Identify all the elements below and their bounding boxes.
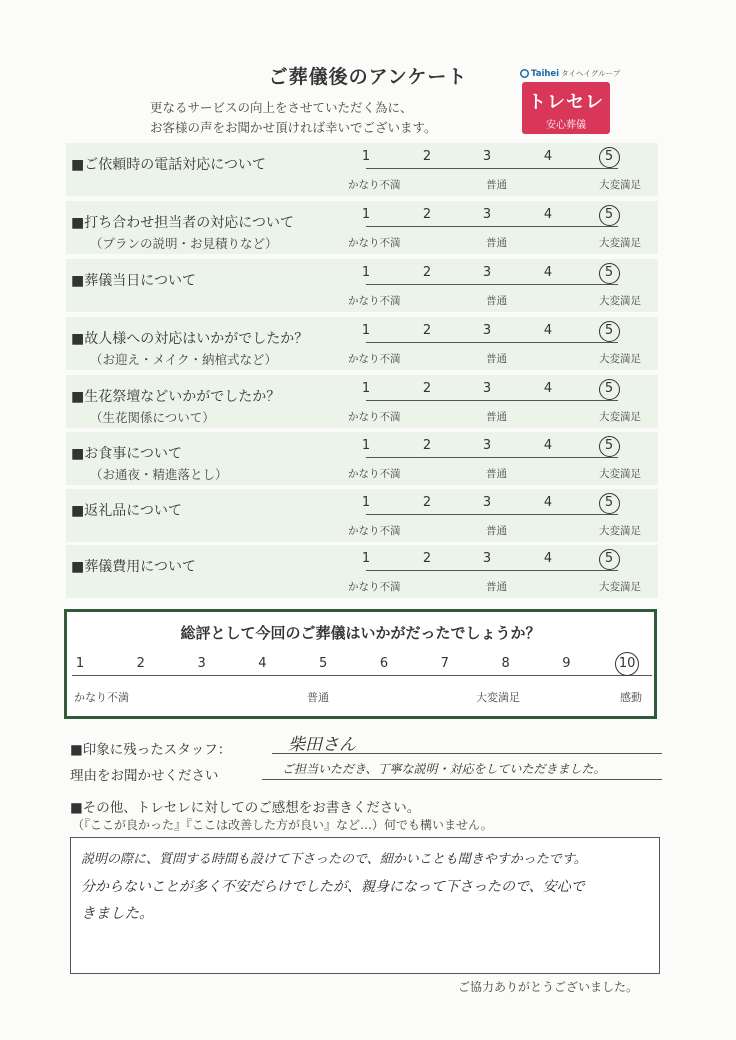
scale-number[interactable]: 3: [482, 323, 492, 338]
overall-selected-circle: [615, 652, 639, 676]
overall-scale-number[interactable]: 4: [258, 656, 267, 671]
scale-number[interactable]: 2: [422, 495, 432, 510]
selected-rating-circle: [599, 493, 620, 514]
other-hint: （『ここが良かった』『ここは改善した方が良い』など…）何でも構いません。: [72, 818, 493, 832]
scale-number[interactable]: 1: [361, 495, 371, 510]
question-title: ■ご依頼時の電話対応について: [71, 157, 266, 173]
scale-label-low: かなり不満: [348, 237, 401, 249]
other-label: ■その他、トレセレに対してのご感想をお書きください。: [70, 800, 421, 816]
scale-number[interactable]: 2: [422, 149, 432, 164]
scale-label-low: かなり不満: [348, 295, 401, 307]
selected-rating-circle: [599, 321, 620, 342]
scale-number[interactable]: 1: [361, 438, 371, 453]
question-subtitle: （生花関係について）: [90, 410, 215, 425]
overall-scale-label: 感動: [620, 691, 642, 704]
scale-number[interactable]: 3: [482, 265, 492, 280]
reason-label: 理由をお聞かせください: [70, 768, 219, 784]
scale-label-low: かなり不満: [348, 581, 401, 593]
selected-rating-circle: [599, 379, 620, 400]
scale-number[interactable]: 4: [543, 551, 553, 566]
scale-label-mid: 普通: [486, 237, 507, 249]
scale-number[interactable]: 4: [543, 207, 553, 222]
question-band: [66, 201, 658, 254]
reason-underline: [262, 779, 662, 780]
scale-number[interactable]: 2: [422, 381, 432, 396]
comment-line-1: 説明の際に、質問する時間も設けて下さったので、細かいことも聞きやすかったです。: [81, 852, 587, 867]
thanks-note: ご協力ありがとうございました。: [458, 980, 639, 994]
scale-line: [366, 226, 618, 227]
subtitle-line-2: お客様の声をお聞かせ頂ければ幸いでございます。: [150, 120, 437, 135]
scale-number[interactable]: 2: [422, 551, 432, 566]
brand-tagline: 安心葬儀: [546, 120, 586, 131]
selected-rating-circle: [599, 549, 620, 570]
scale-number[interactable]: 1: [361, 149, 371, 164]
overall-scale-number[interactable]: 3: [197, 656, 206, 671]
question-title: ■返礼品について: [71, 503, 182, 519]
question-title: ■故人様への対応はいかがでしたか？: [71, 331, 309, 347]
scale-label-high: 大変満足: [599, 525, 641, 537]
scale-number[interactable]: 4: [543, 323, 553, 338]
group-name: タイヘイグループ: [561, 69, 621, 78]
question-band: [66, 545, 658, 598]
scale-label-mid: 普通: [486, 179, 507, 191]
group-label: [520, 68, 632, 79]
overall-scale-number[interactable]: 7: [440, 656, 449, 671]
scale-number[interactable]: 5: [604, 495, 614, 510]
overall-scale-number[interactable]: 1: [75, 656, 85, 671]
scale-label-mid: 普通: [486, 411, 507, 423]
scale-number[interactable]: 3: [482, 495, 492, 510]
question-title: ■生花祭壇などいかがでしたか？: [71, 389, 281, 405]
scale-number[interactable]: 4: [543, 149, 553, 164]
scale-number[interactable]: 2: [422, 207, 432, 222]
scale-label-high: 大変満足: [599, 295, 641, 307]
scale-line: [366, 514, 618, 515]
scale-label-mid: 普通: [486, 468, 507, 480]
scale-label-mid: 普通: [486, 525, 507, 537]
question-title: ■お食事について: [71, 446, 182, 462]
scale-number[interactable]: 5: [604, 438, 614, 453]
overall-scale-number[interactable]: 2: [136, 656, 145, 671]
brand-badge: [522, 82, 610, 134]
scale-label-mid: 普通: [486, 581, 507, 593]
reason-answer[interactable]: ご担当いただき、丁寧な説明・対応をしていただきました。: [282, 762, 606, 776]
question-subtitle: （お通夜・精進落とし）: [90, 467, 228, 482]
question-band: [66, 432, 658, 485]
question-title: ■葬儀費用について: [71, 559, 196, 575]
staff-label: ■印象に残ったスタッフ：: [70, 742, 232, 758]
scale-number[interactable]: 4: [543, 381, 553, 396]
scale-label-high: 大変満足: [599, 468, 641, 480]
scale-number[interactable]: 3: [482, 438, 492, 453]
scale-label-low: かなり不満: [348, 525, 401, 537]
scale-label-low: かなり不満: [348, 353, 401, 365]
question-title: ■葬儀当日について: [71, 273, 196, 289]
scale-line: [366, 570, 618, 571]
question-subtitle: （お迎え・メイク・納棺式など）: [90, 352, 278, 367]
selected-rating-circle: [599, 263, 620, 284]
scale-number[interactable]: 2: [422, 265, 432, 280]
comment-line-3: きました。: [81, 906, 154, 922]
scale-label-high: 大変満足: [599, 179, 641, 191]
scale-label-high: 大変満足: [599, 581, 641, 593]
scale-number[interactable]: 1: [361, 207, 371, 222]
scale-line: [366, 284, 618, 285]
scale-number[interactable]: 4: [543, 495, 553, 510]
question-band: [66, 489, 658, 542]
scale-number[interactable]: 4: [543, 438, 553, 453]
question-band: [66, 143, 658, 196]
scale-number[interactable]: 4: [543, 265, 553, 280]
scale-number[interactable]: 2: [422, 323, 432, 338]
scale-number[interactable]: 1: [361, 551, 371, 566]
scale-number[interactable]: 3: [482, 551, 492, 566]
scale-number[interactable]: 1: [361, 381, 371, 396]
scale-label-mid: 普通: [486, 295, 507, 307]
brand-name: トレセレ: [528, 92, 604, 113]
selected-rating-circle: [599, 147, 620, 168]
scale-line: [366, 457, 618, 458]
question-subtitle: （プランの説明・お見積りなど）: [90, 236, 278, 251]
question-title: ■打ち合わせ担当者の対応について: [71, 215, 294, 231]
scale-number[interactable]: 5: [604, 265, 614, 280]
scale-number[interactable]: 5: [604, 551, 614, 566]
scale-label-low: かなり不満: [348, 411, 401, 423]
group-mark: Taihei: [531, 68, 560, 79]
overall-scale-number[interactable]: 10: [618, 656, 636, 671]
staff-underline: [272, 753, 662, 754]
scale-number[interactable]: 5: [604, 149, 614, 164]
scale-number[interactable]: 2: [422, 438, 432, 453]
page-title: ご葬儀後のアンケート: [268, 66, 468, 88]
overall-scale-line: [72, 675, 652, 676]
scale-label-high: 大変満足: [599, 237, 641, 249]
overall-title: 総評として今回のご葬儀はいかがだったでしょうか？: [180, 624, 541, 642]
scale-label-high: 大変満足: [599, 411, 641, 423]
brand-logo: [520, 68, 632, 134]
subtitle: [150, 98, 437, 138]
scale-number[interactable]: 3: [482, 381, 492, 396]
selected-rating-circle: [599, 436, 620, 457]
scale-number[interactable]: 5: [604, 381, 614, 396]
scale-line: [366, 168, 618, 169]
scale-number[interactable]: 5: [604, 207, 614, 222]
overall-scale-number[interactable]: 6: [379, 656, 389, 671]
staff-answer[interactable]: 柴田さん: [288, 735, 356, 755]
scale-line: [366, 342, 618, 343]
comment-box[interactable]: [70, 837, 660, 974]
overall-scale-number[interactable]: 5: [319, 656, 328, 671]
scale-number[interactable]: 1: [361, 265, 371, 280]
taihei-mark-icon: [520, 69, 529, 78]
question-band: [66, 259, 658, 312]
scale-number[interactable]: 3: [482, 207, 492, 222]
scale-number[interactable]: 3: [482, 149, 492, 164]
overall-scale-label: かなり不満: [74, 691, 129, 704]
scale-number[interactable]: 1: [361, 323, 371, 338]
scale-label-low: かなり不満: [348, 468, 401, 480]
question-band: [66, 375, 658, 428]
scale-line: [366, 400, 618, 401]
overall-scale-number[interactable]: 9: [562, 656, 571, 671]
overall-scale-label: 大変満足: [476, 691, 520, 704]
scale-label-high: 大変満足: [599, 353, 641, 365]
selected-rating-circle: [599, 205, 620, 226]
overall-scale-label: 普通: [307, 691, 329, 704]
scale-label-mid: 普通: [486, 353, 507, 365]
question-band: [66, 317, 658, 370]
scale-label-low: かなり不満: [348, 179, 401, 191]
comment-line-2: 分からないことが多く不安だらけでしたが、親身になって下さったので、安心で: [81, 879, 585, 895]
subtitle-line-1: 更なるサービスの向上をさせていただく為に、: [150, 100, 413, 115]
scale-number[interactable]: 5: [604, 323, 614, 338]
overall-scale-number[interactable]: 8: [501, 656, 510, 671]
